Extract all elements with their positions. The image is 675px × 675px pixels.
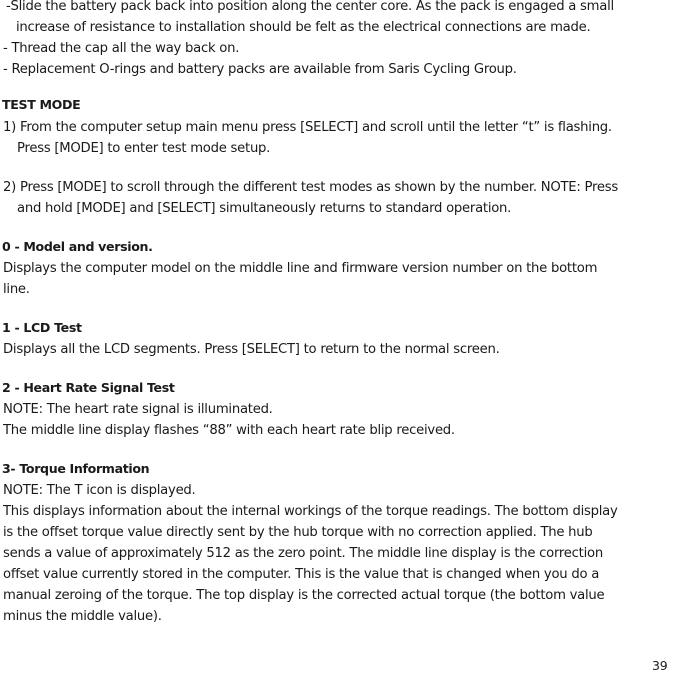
- intro-line-4: - Replacement O-rings and battery packs are available from Saris Cycling Group.: [3, 62, 517, 77]
- mode0-line-2: line.: [3, 282, 30, 297]
- mode3-heading: 3- Torque Information: [2, 461, 150, 476]
- mode3-line-6: manual zeroing of the torque. The top display is the corrected actual torque (the bottom value: [3, 588, 605, 603]
- intro-line-2: increase of resistance to installation should be felt as the electrical connections are made.: [16, 20, 591, 35]
- intro-line-1: -Slide the battery pack back into position along the center core. As the pack is engaged a small: [6, 0, 614, 14]
- mode2-heading: 2 - Heart Rate Signal Test: [2, 380, 175, 395]
- mode2-line-2: The middle line display flashes “88” with each heart rate blip received.: [3, 423, 455, 438]
- mode3-line-5: offset value currently stored in the computer. This is the value that is changed when you do a: [3, 567, 600, 582]
- mode0-line-1: Displays the computer model on the middle line and firmware version number on the bottom: [3, 261, 598, 276]
- test-mode-heading: TEST MODE: [2, 97, 81, 112]
- intro-line-3: - Thread the cap all the way back on.: [3, 41, 240, 56]
- mode0-heading: 0 - Model and version.: [2, 239, 153, 254]
- mode3-line-2: This displays information about the internal workings of the torque readings. The bottom display: [3, 504, 618, 519]
- mode1-line-1: Displays all the LCD segments. Press [SELECT] to return to the normal screen.: [3, 342, 500, 357]
- mode3-line-3: is the offset torque value directly sent by the hub torque with no correction applied. The hub: [3, 525, 593, 540]
- page-number: 39: [652, 658, 668, 673]
- mode2-line-1: NOTE: The heart rate signal is illuminated.: [3, 402, 273, 417]
- mode1-heading: 1 - LCD Test: [2, 320, 82, 335]
- mode3-line-1: NOTE: The T icon is displayed.: [3, 483, 196, 498]
- mode3-line-4: sends a value of approximately 512 as the zero point. The middle line display is the correction: [3, 546, 603, 561]
- step1-line-2: Press [MODE] to enter test mode setup.: [17, 141, 271, 156]
- mode3-line-7: minus the middle value).: [3, 609, 162, 624]
- step1-line-1: 1) From the computer setup main menu press [SELECT] and scroll until the letter “t” is flashing.: [3, 120, 612, 135]
- step2-line-2: and hold [MODE] and [SELECT] simultaneously returns to standard operation.: [17, 201, 512, 216]
- step2-line-1: 2) Press [MODE] to scroll through the different test modes as shown by the number. NOTE: Press: [3, 180, 618, 195]
